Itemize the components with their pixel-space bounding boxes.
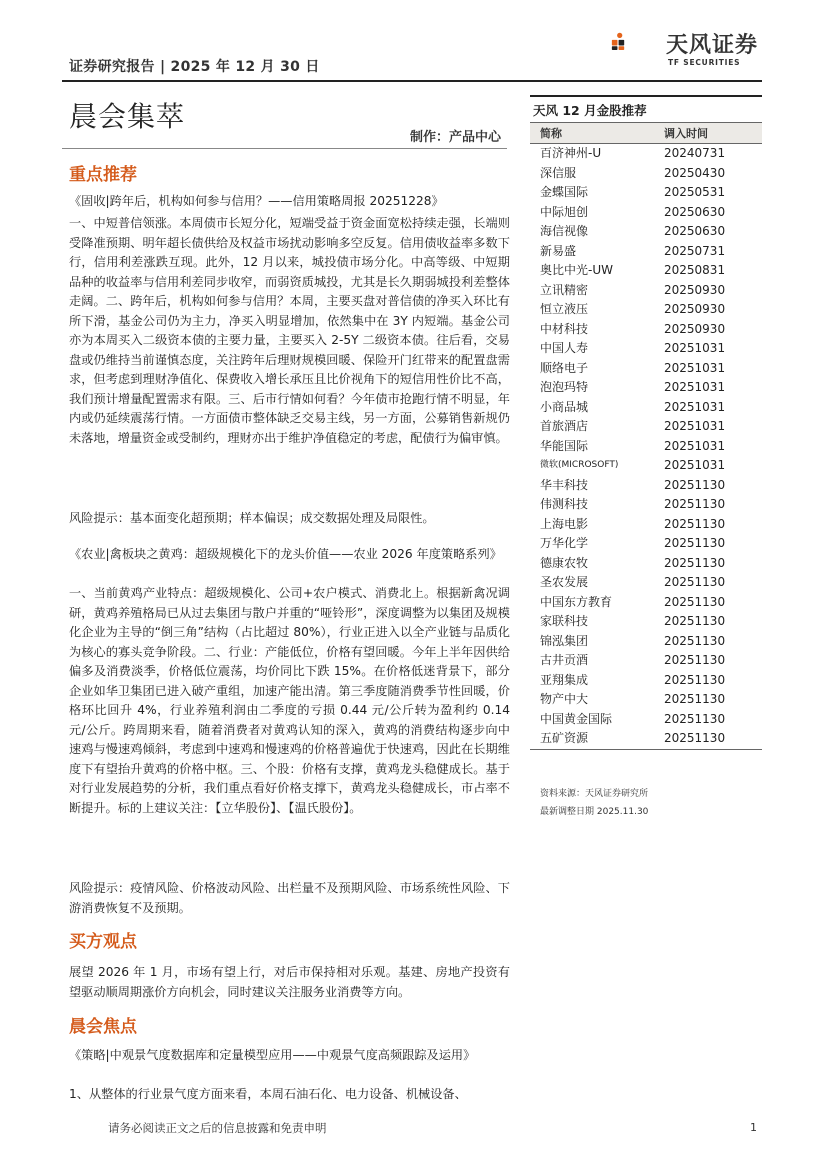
stock-name: 深信服 xyxy=(540,165,577,180)
stock-name: 亚翔集成 xyxy=(540,672,589,687)
report-title-credit: 《固收|跨年后，机构如何参与信用？——信用策略周报 20251228》 xyxy=(69,194,444,208)
table-row xyxy=(530,359,762,379)
stock-name: 百济神州-U xyxy=(540,146,602,160)
title-rule xyxy=(62,148,507,149)
sidebar-source: 资料来源：天风证券研究所 xyxy=(540,789,649,799)
entry-date: 20251031 xyxy=(664,458,726,472)
sidebar-table-header xyxy=(530,123,762,144)
entry-date: 20251130 xyxy=(664,692,726,706)
sidebar-table-body xyxy=(530,144,762,749)
stock-name: 金蝶国际 xyxy=(540,185,589,199)
stock-name: 物产中大 xyxy=(540,692,589,706)
entry-date: 20251031 xyxy=(664,438,726,453)
entry-date: 20251130 xyxy=(664,672,726,687)
entry-date: 20251130 xyxy=(664,477,726,492)
table-row xyxy=(530,437,762,457)
entry-date: 20250731 xyxy=(664,243,726,258)
entry-date: 20251130 xyxy=(664,497,726,511)
column-header-name: 简称 xyxy=(540,127,562,140)
sidebar-updated-date: 最新调整日期 2025.11.30 xyxy=(540,807,649,817)
report-header-line: 证券研究报告 | 2025 年 12 月 30 日 xyxy=(69,59,320,75)
table-row xyxy=(530,573,762,593)
table-row xyxy=(530,144,762,164)
entry-date: 20250930 xyxy=(664,282,726,297)
entry-date: 20251130 xyxy=(664,633,726,648)
table-row xyxy=(530,534,762,554)
table-row xyxy=(530,456,762,476)
sidebar-bottom-rule xyxy=(530,749,762,750)
stock-name: 圣农发展 xyxy=(540,575,589,589)
stock-name: 中际旭创 xyxy=(540,204,589,219)
stock-name: 家联科技 xyxy=(540,614,589,628)
stock-name: 古井贡酒 xyxy=(540,653,589,667)
entry-date: 20250831 xyxy=(664,263,726,277)
author-line: 制作：产品中心 xyxy=(410,130,502,145)
table-row xyxy=(530,339,762,359)
stock-name: 伟测科技 xyxy=(540,497,589,511)
stock-name: 小商品城 xyxy=(540,399,589,414)
entry-date: 20250630 xyxy=(664,224,726,238)
stock-name: 中国人寿 xyxy=(540,341,589,355)
table-row xyxy=(530,495,762,515)
tf-securities-logo-icon xyxy=(610,16,666,66)
stock-name: 泡泡玛特 xyxy=(540,380,589,394)
gold-stock-sidebar xyxy=(530,95,762,750)
column-header-date: 调入时间 xyxy=(664,127,708,140)
paragraph-credit-body: 一、中短普信领涨。本周债市长短分化，短端受益于资金面宽松持续走强，长端则受降准预期、明年超长债供给及权益市场扰动影响多空反复。信用债收益率多数下行，信用利差涨跌互现。此外，12 月以来，城投债市场分化。中高等级、中短期品种的收益率与信用利差同步收窄，而弱资质城投，尤其是长久期弱城投利差整体走阔。二、跨年后，机构如何参与信用？本周，主要买盘对普信债的净买入环比有所下滑，基金公司仍为主力，净买入明显增加，依然集中在 3Y 内短端。基金公司亦为本周买入二级资本债的主要力量，主要买入 2-5Y 二级资本债。往后看，交易盘或仍维持当前谨慎态度，关注跨年后理财规模回暖、保险开门红带来的配置盘需求，但考虑到理财净值化、保费收入增长承压且比价视角下的短信用性价比不高，我们预计增量配置需求有限。三、后市行情如何看？今年债市抢跑行情不明显，年内或仍延续震荡行情。一方面债市整体缺乏交易主线，另一方面，公募销售新规仍未落地，增量资金或受制约，理财亦出于维护净值稳定的考虑，配债行为偏审慎。 xyxy=(69,216,510,445)
footer-disclaimer: 请务必阅读正文之后的信息披露和免责申明 xyxy=(108,1121,327,1135)
stock-name: 万华化学 xyxy=(540,536,589,550)
stock-name: 立讯精密 xyxy=(540,282,589,297)
entry-date: 20251031 xyxy=(664,380,726,394)
stock-name: 中材科技 xyxy=(540,321,589,336)
table-row xyxy=(530,222,762,242)
entry-date: 20251031 xyxy=(664,419,726,433)
entry-date: 20251130 xyxy=(664,653,726,667)
table-row xyxy=(530,651,762,671)
entry-date: 20251031 xyxy=(664,341,726,355)
table-row xyxy=(530,593,762,613)
header-rule xyxy=(62,80,762,82)
logo-english-name: TF SECURITIES xyxy=(668,58,741,67)
table-row xyxy=(530,554,762,574)
page-title: 晨会集萃 xyxy=(69,100,186,133)
table-row xyxy=(530,320,762,340)
stock-name: 顺络电子 xyxy=(540,360,589,375)
table-row xyxy=(530,515,762,535)
table-row xyxy=(530,183,762,203)
entry-date: 20251130 xyxy=(664,731,726,745)
table-row xyxy=(530,671,762,691)
entry-date: 20250630 xyxy=(664,204,726,219)
table-row xyxy=(530,632,762,652)
stock-name: 上海电影 xyxy=(540,516,589,531)
stock-name: 华能国际 xyxy=(540,438,589,453)
page-number: 1 xyxy=(750,1121,757,1134)
table-row xyxy=(530,476,762,496)
stock-name: 微软(MICROSOFT) xyxy=(540,460,619,470)
table-row xyxy=(530,398,762,418)
entry-date: 20250930 xyxy=(664,302,726,316)
logo-chinese-name: 天风证券 xyxy=(666,33,759,58)
entry-date: 20251130 xyxy=(664,516,726,531)
table-row xyxy=(530,300,762,320)
table-row xyxy=(530,729,762,749)
entry-date: 20251130 xyxy=(664,575,726,589)
table-row xyxy=(530,242,762,262)
stock-name: 恒立液压 xyxy=(540,302,589,316)
section-heading-key-picks: 重点推荐 xyxy=(69,165,137,185)
entry-date: 20240731 xyxy=(664,146,726,160)
entry-date: 20250531 xyxy=(664,185,726,199)
table-row xyxy=(530,612,762,632)
stock-name: 德康农牧 xyxy=(540,555,589,570)
entry-date: 20251031 xyxy=(664,399,726,414)
entry-date: 20251031 xyxy=(664,360,726,375)
stock-name: 五矿资源 xyxy=(540,731,589,745)
entry-date: 20251130 xyxy=(664,555,726,570)
table-row xyxy=(530,690,762,710)
report-title-strategy: 《策略|中观景气度数据库和定量模型应用——中观景气度高频跟踪及运用》 xyxy=(69,1048,476,1062)
report-title-agriculture: 《农业|禽板块之黄鸡：超级规模化下的龙头价值——农业 2026 年度策略系列》 xyxy=(69,547,502,561)
sidebar-title: 天风 12 月金股推荐 xyxy=(530,95,762,123)
entry-date: 20251130 xyxy=(664,711,726,726)
table-row xyxy=(530,710,762,730)
entry-date: 20251130 xyxy=(664,614,726,628)
entry-date: 20250930 xyxy=(664,321,726,336)
risk-note-agriculture: 风险提示：疫情风险、价格波动风险、出栏量不及预期风险、市场系统性风险、下游消费恢复不及预期。 xyxy=(69,881,510,915)
table-row xyxy=(530,261,762,281)
entry-date: 20250430 xyxy=(664,165,726,180)
section-heading-focus: 晨会焦点 xyxy=(69,1017,137,1037)
stock-name: 锦泓集团 xyxy=(540,633,589,648)
table-row xyxy=(530,164,762,184)
entry-date: 20251130 xyxy=(664,536,726,550)
stock-name: 新易盛 xyxy=(540,243,577,258)
entry-date: 20251130 xyxy=(664,594,726,609)
stock-name: 海信视像 xyxy=(540,224,589,238)
paragraph-agriculture-body: 一、当前黄鸡产业特点：超级规模化、公司+农户模式、消费北上。根据新禽况调研，黄鸡养殖格局已从过去集团与散户并重的“哑铃形”，深度调整为以集团及规模化企业为主导的“倒三角”结构（占比超过 80%），行业正进入以全产业链与品质化为核心的寡头竞争阶段。二、行业：产能低位，价格有望回暖。今年上半年因供给偏多及消费淡季，价格低位震荡，均价同比下跌 15%。在价格低迷背景下，部分企业如华卫集团已进入破产重组，加速产能出清。第三季度随消费季节性回暖，价格环比回升 4%，行业养殖利润由二季度的亏损 0.44 元/公斤转为盈利约 0.14 元/公斤。跨周期来看，随着消费者对黄鸡认知的深入，黄鸡的消费结构逐步向中速鸡与慢速鸡倾斜，考虑到中速鸡和慢速鸡的价格普遍优于快速鸡，因此在长期维度下有望抬升黄鸡的价格中枢。三、个股：价格有支撑，黄鸡龙头稳健成长。基于对行业发展趋势的分析，我们重点看好价格支撑下，黄鸡龙头稳健成长，市占率不断提升。标的上建议关注：【立华股份】、【温氏股份】。 xyxy=(69,586,510,815)
stock-name: 中国黄金国际 xyxy=(540,711,613,726)
paragraph-focus-body: 1、从整体的行业景气度方面来看，本周石油石化、电力设备、机械设备、 xyxy=(69,1087,467,1101)
stock-name: 中国东方教育 xyxy=(540,594,613,609)
stock-name: 首旅酒店 xyxy=(540,419,589,433)
risk-note-credit: 风险提示：基本面变化超预期；样本偏误；成交数据处理及局限性。 xyxy=(69,511,435,525)
stock-name: 奥比中光-UW xyxy=(540,263,613,277)
paragraph-buy-side: 展望 2026 年 1 月，市场有望上行，对后市保持相对乐观。基建、房地产投资有望驱动顺周期涨价方向机会，同时建议关注服务业消费等方向。 xyxy=(69,965,510,999)
stock-name: 华丰科技 xyxy=(540,477,589,492)
table-row xyxy=(530,378,762,398)
table-row xyxy=(530,203,762,223)
table-row xyxy=(530,281,762,301)
section-heading-buy-side: 买方观点 xyxy=(69,932,137,952)
table-row xyxy=(530,417,762,437)
